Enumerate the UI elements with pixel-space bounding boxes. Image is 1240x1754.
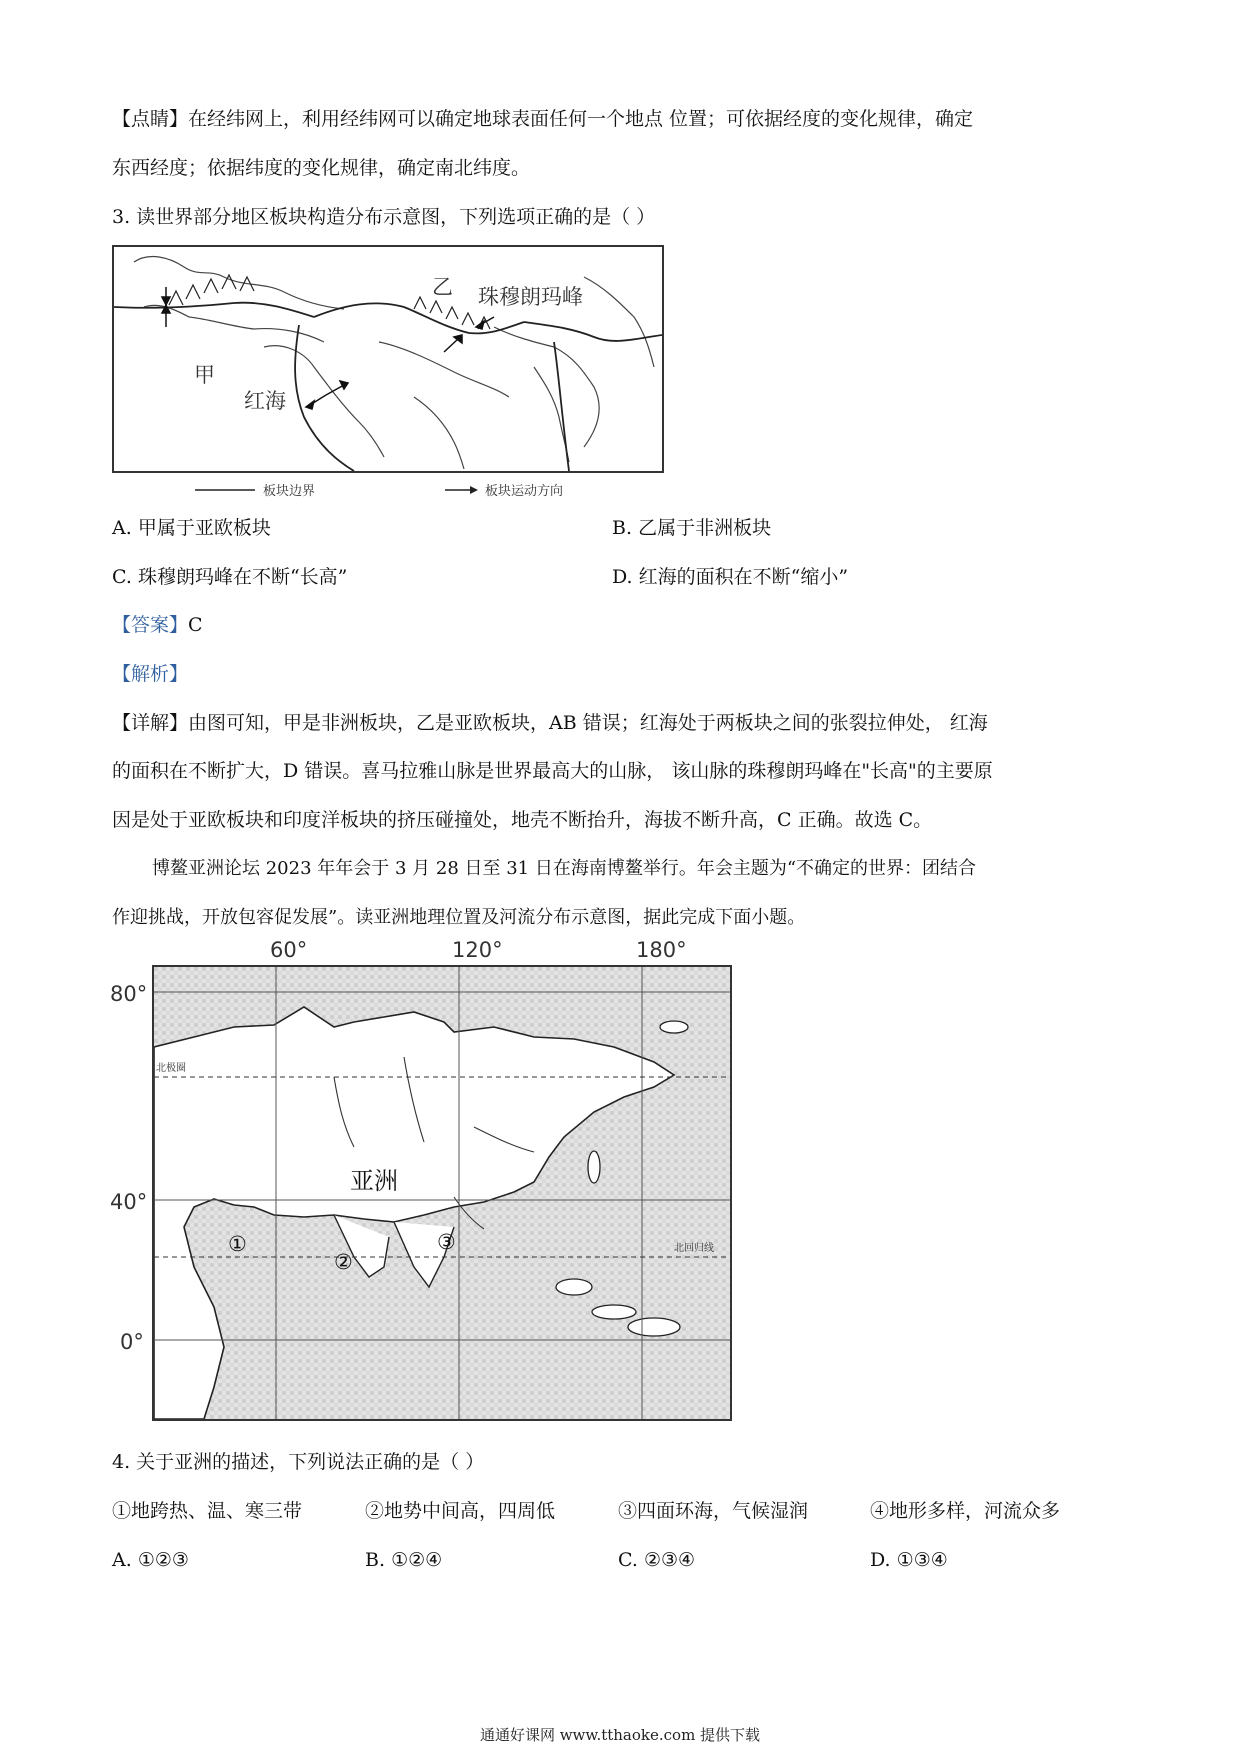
q4-statement-3: ③四面环海，气候湿润 [618, 1500, 809, 1522]
q4-option-b-text: ①②④ [391, 1549, 443, 1571]
marker-3: ③ [437, 1230, 456, 1254]
q4-option-a-text: ①②③ [137, 1549, 189, 1571]
answer-value: C [188, 614, 203, 636]
detail-line-1 [112, 710, 988, 736]
asia-map-svg [154, 967, 730, 1419]
q4-option-c-text: ②③④ [643, 1549, 696, 1571]
q3-option-c [112, 564, 347, 590]
plate-tectonics-map [112, 245, 664, 473]
asia-map [152, 965, 732, 1421]
detail-line-3: 因是处于亚欧板块和印度洋板块的挤压碰撞处，地壳不断抬升，海拔不断升高，C 正确。故选 C。 [112, 809, 933, 831]
q4-statement-4: ④地形多样，河流众多 [870, 1500, 1061, 1522]
footer-text: 通通好课网 www.tthaoke.com 提供下载 [479, 1726, 761, 1744]
q4-stem: 4. 关于亚洲的描述，下列说法正确的是（ ） [112, 1451, 485, 1473]
dianjing-line-1 [112, 106, 973, 132]
label-jia: 甲 [194, 363, 215, 387]
tropic-label: 北回归线 [674, 1243, 714, 1254]
q3-option-a-text: 甲属于亚欧板块 [137, 517, 271, 539]
q4-option-c-letter: C. [618, 1549, 638, 1571]
q4-option-c [618, 1547, 695, 1573]
detail-line-2: 的面积在不断扩大，D 错误。喜马拉雅山脉是世界最高大的山脉， 该山脉的珠穆朗玛峰在"长高"的主要原 [112, 760, 993, 782]
detail-tag: 【详解】 [112, 712, 189, 734]
answer-tag: 【答案】 [112, 614, 189, 636]
lon-label-120: 120° [452, 938, 503, 962]
q3-option-a [112, 515, 271, 541]
q4-option-a-letter: A. [112, 1549, 132, 1571]
label-red-sea: 红海 [244, 389, 286, 413]
lat-label-80: 80° [110, 982, 148, 1006]
q3-option-a-letter: A. [112, 517, 132, 539]
q3-option-d-letter: D. [612, 566, 633, 588]
asia-label: 亚洲 [350, 1167, 398, 1195]
q4-option-b [365, 1547, 442, 1573]
q3-option-c-text: 珠穆朗玛峰在不断“长高” [137, 566, 348, 588]
analysis-tag: 【解析】 [112, 663, 189, 685]
lon-labels [152, 938, 732, 965]
dianjing-text-1: 在经纬网上，利用经纬网可以确定地球表面任何一个地点 位置；可依据经度的变化规律，确定 [188, 108, 974, 130]
q4-option-b-letter: B. [365, 1549, 386, 1571]
label-yi: 乙 [432, 275, 453, 299]
lat-label-40: 40° [110, 1190, 148, 1214]
marker-1: ① [228, 1232, 247, 1256]
q3-option-c-letter: C. [112, 566, 132, 588]
q3-option-d-text: 红海的面积在不断“缩小” [638, 566, 849, 588]
q4-option-a [112, 1547, 189, 1573]
q3-stem: 3. 读世界部分地区板块构造分布示意图，下列选项正确的是（ ） [112, 206, 656, 228]
lon-label-60: 60° [270, 938, 308, 962]
lon-label-180: 180° [636, 938, 687, 962]
q4-statement-1: ①地跨热、温、寒三带 [112, 1500, 303, 1522]
q3-option-d [612, 564, 848, 590]
lat-label-0: 0° [120, 1330, 144, 1354]
dianjing-text-2: 东西经度；依据纬度的变化规律，确定南北纬度。 [112, 157, 531, 179]
plate-map-legend [195, 479, 615, 501]
q3-answer [112, 612, 203, 638]
q4-option-d [870, 1547, 948, 1573]
marker-2: ② [334, 1250, 353, 1274]
q3-option-b-letter: B. [612, 517, 633, 539]
q3-option-b [612, 515, 771, 541]
legend-direction-label: 板块运动方向 [485, 484, 564, 499]
label-everest: 珠穆朗玛峰 [478, 285, 583, 309]
q4-option-d-text: ①③④ [896, 1549, 948, 1571]
q4-option-d-letter: D. [870, 1549, 891, 1571]
dianjing-tag: 【点睛】 [112, 108, 189, 130]
arctic-circle-label: 北极圈 [156, 1063, 186, 1074]
detail-text-1: 由图可知，甲是非洲板块，乙是亚欧板块，AB 错误；红海处于两板块之间的张裂拉伸处， 红海 [188, 712, 988, 734]
q3-option-b-text: 乙属于非洲板块 [638, 517, 772, 539]
passage-line-2: 作迎挑战，开放包容促发展”。读亚洲地理位置及河流分布示意图，据此完成下面小题。 [112, 907, 806, 928]
q4-statement-2: ②地势中间高，四周低 [365, 1500, 556, 1522]
passage-line-1: 博鳌亚洲论坛 2023 年年会于 3 月 28 日至 31 日在海南博鳌举行。年会主题为“不确定的世界：团结合 [152, 858, 977, 879]
legend-boundary-label: 板块边界 [263, 484, 316, 499]
